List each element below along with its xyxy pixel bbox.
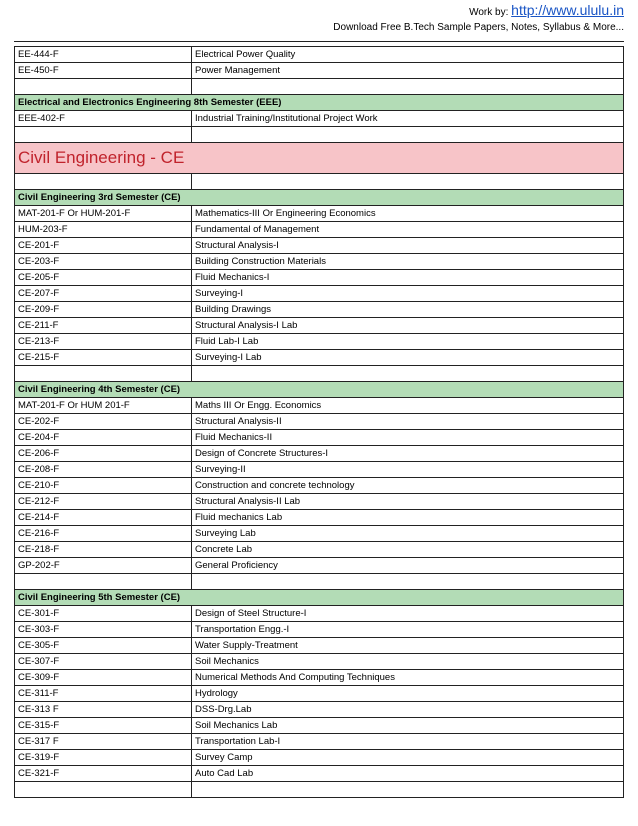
course-subject: Fundamental of Management: [192, 222, 624, 238]
semester-title: Civil Engineering 4th Semester (CE): [15, 382, 624, 398]
table-row: [15, 766, 624, 782]
course-subject: Power Management: [192, 63, 624, 79]
course-code: CE-201-F: [15, 238, 192, 254]
course-code: CE-204-F: [15, 430, 192, 446]
table-row: [15, 254, 624, 270]
course-subject: Surveying-I Lab: [192, 350, 624, 366]
course-subject: Concrete Lab: [192, 542, 624, 558]
course-code: CE-213-F: [15, 334, 192, 350]
site-link[interactable]: http://www.ululu.in: [511, 2, 624, 18]
course-subject: Structural Analysis-I: [192, 238, 624, 254]
course-subject: Survey Camp: [192, 750, 624, 766]
spacer-cell: [192, 574, 624, 590]
course-subject: DSS-Drg.Lab: [192, 702, 624, 718]
spacer-row: [15, 782, 624, 798]
course-code: CE-313 F: [15, 702, 192, 718]
table-row: [15, 702, 624, 718]
course-subject: Fluid Mechanics-II: [192, 430, 624, 446]
table-row: [15, 286, 624, 302]
course-code: EEE-402-F: [15, 111, 192, 127]
course-code: EE-444-F: [15, 47, 192, 63]
course-code: CE-202-F: [15, 414, 192, 430]
course-subject: Industrial Training/Institutional Project Work: [192, 111, 624, 127]
course-code: CE-207-F: [15, 286, 192, 302]
work-by-label: Work by:: [469, 7, 509, 18]
table-row: [15, 670, 624, 686]
table-row: [15, 238, 624, 254]
course-code: CE-319-F: [15, 750, 192, 766]
course-code: CE-317 F: [15, 734, 192, 750]
spacer-row: [15, 79, 624, 95]
spacer-cell: [15, 366, 192, 382]
course-code: CE-315-F: [15, 718, 192, 734]
course-code: CE-209-F: [15, 302, 192, 318]
spacer-cell: [15, 174, 192, 190]
semester-title: Civil Engineering 5th Semester (CE): [15, 590, 624, 606]
branch-header-row: [15, 143, 624, 174]
course-subject: Transportation Lab-I: [192, 734, 624, 750]
page-header: [333, 0, 624, 35]
spacer-cell: [192, 79, 624, 95]
course-subject: Surveying-I: [192, 286, 624, 302]
table-row: [15, 750, 624, 766]
header-tagline: Download Free B.Tech Sample Papers, Notes, Syllabus & More...: [333, 22, 624, 33]
branch-title: Civil Engineering - CE: [15, 143, 624, 174]
header-divider: [14, 41, 624, 42]
course-code: MAT-201-F Or HUM-201-F: [15, 206, 192, 222]
course-subject: Fluid Lab-I Lab: [192, 334, 624, 350]
semester-title: Civil Engineering 3rd Semester (CE): [15, 190, 624, 206]
course-code: MAT-201-F Or HUM 201-F: [15, 398, 192, 414]
spacer-cell: [192, 366, 624, 382]
table-row: [15, 334, 624, 350]
semester-header-row: [15, 382, 624, 398]
course-subject: Transportation Engg.-I: [192, 622, 624, 638]
course-code: CE-203-F: [15, 254, 192, 270]
course-subject: Surveying-II: [192, 462, 624, 478]
course-code: CE-215-F: [15, 350, 192, 366]
table-row: [15, 398, 624, 414]
table-row: [15, 478, 624, 494]
table-row: [15, 350, 624, 366]
table-row: [15, 510, 624, 526]
table-row: [15, 222, 624, 238]
table-row: [15, 558, 624, 574]
table-row: [15, 606, 624, 622]
course-code: CE-205-F: [15, 270, 192, 286]
course-subject: Water Supply-Treatment: [192, 638, 624, 654]
syllabus-table: [14, 46, 624, 798]
table-row: [15, 270, 624, 286]
course-code: CE-303-F: [15, 622, 192, 638]
spacer-cell: [15, 127, 192, 143]
semester-header-row: [15, 590, 624, 606]
course-code: CE-216-F: [15, 526, 192, 542]
course-subject: Construction and concrete technology: [192, 478, 624, 494]
spacer-cell: [192, 174, 624, 190]
course-code: CE-218-F: [15, 542, 192, 558]
course-code: HUM-203-F: [15, 222, 192, 238]
course-code: CE-311-F: [15, 686, 192, 702]
course-subject: Structural Analysis-II Lab: [192, 494, 624, 510]
table-row: [15, 654, 624, 670]
table-row: [15, 718, 624, 734]
spacer-cell: [15, 782, 192, 798]
course-subject: Structural Analysis-I Lab: [192, 318, 624, 334]
table-row: [15, 414, 624, 430]
course-code: CE-321-F: [15, 766, 192, 782]
course-subject: Design of Steel Structure-I: [192, 606, 624, 622]
spacer-row: [15, 574, 624, 590]
course-subject: Building Construction Materials: [192, 254, 624, 270]
syllabus-table-body: [15, 47, 624, 798]
semester-header-row: [15, 190, 624, 206]
course-subject: Soil Mechanics: [192, 654, 624, 670]
course-code: CE-305-F: [15, 638, 192, 654]
table-row: [15, 622, 624, 638]
table-row: [15, 318, 624, 334]
spacer-cell: [15, 574, 192, 590]
table-row: [15, 206, 624, 222]
course-code: GP-202-F: [15, 558, 192, 574]
semester-header-row: [15, 95, 624, 111]
table-row: [15, 526, 624, 542]
course-code: CE-309-F: [15, 670, 192, 686]
table-row: [15, 47, 624, 63]
course-code: CE-206-F: [15, 446, 192, 462]
semester-title: Electrical and Electronics Engineering 8th Semester (EEE): [15, 95, 624, 111]
course-code: CE-208-F: [15, 462, 192, 478]
table-row: [15, 430, 624, 446]
table-row: [15, 462, 624, 478]
spacer-row: [15, 174, 624, 190]
course-subject: Fluid mechanics Lab: [192, 510, 624, 526]
course-code: CE-211-F: [15, 318, 192, 334]
spacer-row: [15, 127, 624, 143]
table-row: [15, 302, 624, 318]
spacer-cell: [192, 782, 624, 798]
spacer-cell: [15, 79, 192, 95]
course-subject: Soil Mechanics Lab: [192, 718, 624, 734]
course-code: CE-214-F: [15, 510, 192, 526]
course-code: CE-307-F: [15, 654, 192, 670]
course-code: CE-210-F: [15, 478, 192, 494]
table-row: [15, 638, 624, 654]
course-subject: Building Drawings: [192, 302, 624, 318]
course-code: EE-450-F: [15, 63, 192, 79]
course-subject: Numerical Methods And Computing Techniques: [192, 670, 624, 686]
course-subject: General Proficiency: [192, 558, 624, 574]
course-subject: Auto Cad Lab: [192, 766, 624, 782]
course-subject: Fluid Mechanics-I: [192, 270, 624, 286]
table-row: [15, 686, 624, 702]
table-row: [15, 542, 624, 558]
table-row: [15, 494, 624, 510]
spacer-cell: [192, 127, 624, 143]
table-row: [15, 734, 624, 750]
course-subject: Design of Concrete Structures-I: [192, 446, 624, 462]
course-subject: Electrical Power Quality: [192, 47, 624, 63]
table-row: [15, 446, 624, 462]
course-subject: Hydrology: [192, 686, 624, 702]
course-subject: Maths III Or Engg. Economics: [192, 398, 624, 414]
table-row: [15, 111, 624, 127]
course-code: CE-301-F: [15, 606, 192, 622]
course-code: CE-212-F: [15, 494, 192, 510]
course-subject: Surveying Lab: [192, 526, 624, 542]
course-subject: Structural Analysis-II: [192, 414, 624, 430]
course-subject: Mathematics-III Or Engineering Economics: [192, 206, 624, 222]
table-row: [15, 63, 624, 79]
spacer-row: [15, 366, 624, 382]
